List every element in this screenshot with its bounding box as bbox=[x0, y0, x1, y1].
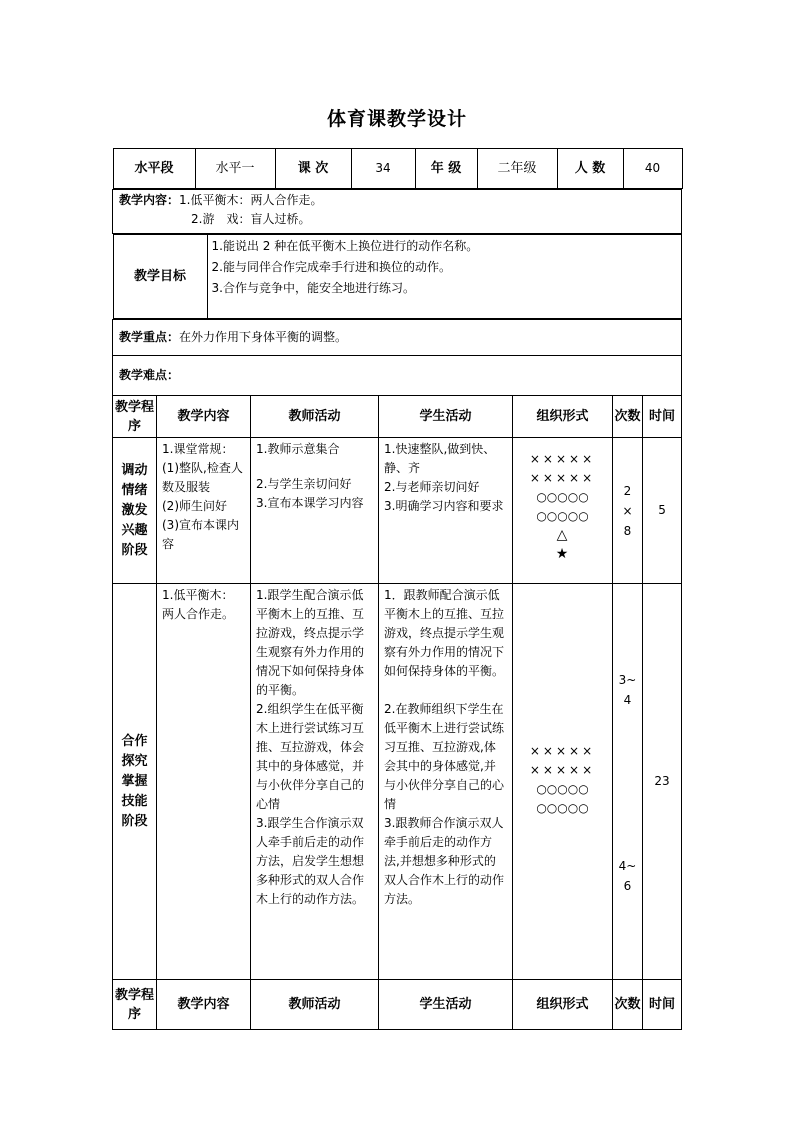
stage2-student-item: 2.在教师组织下学生在低平衡木上进行尝试练习互推、互拉游戏,体会其中的身体感觉,并与小伙伴分享自己的心情 bbox=[384, 702, 505, 811]
col-org: 组织形式 bbox=[513, 980, 613, 1030]
col-student: 学生活动 bbox=[379, 980, 513, 1030]
stage2-times-b: 4~ bbox=[618, 859, 637, 873]
formation-row: ××××× bbox=[529, 471, 596, 485]
stage2-student-item: 3.跟教师合作演示双人牵手前后走的动作方法,并想想多种形式的双人合作木上行的动作方法。 bbox=[384, 816, 505, 906]
stage1-teacher-item: 2.与学生亲切问好 bbox=[256, 477, 352, 491]
stage2-student-item: 1．跟教师配合演示低平衡木上的互推、互拉游戏，终点提示学生观察有外力作用的情况下如何保持身体的平衡。 bbox=[384, 588, 505, 678]
info-row bbox=[113, 148, 682, 190]
goals-label: 教学目标 bbox=[113, 235, 207, 319]
level-value: 水平一 bbox=[195, 149, 275, 189]
grade-value: 二年级 bbox=[477, 149, 557, 189]
col-times: 次数 bbox=[613, 980, 643, 1030]
stage2-time: 23 bbox=[643, 584, 682, 980]
stage1-content-item: (2)师生问好 bbox=[162, 499, 227, 513]
col-content: 教学内容 bbox=[157, 396, 251, 438]
stage1-content-item: (1)整队,检查人数及服装 bbox=[162, 461, 243, 494]
lesson-value: 34 bbox=[351, 149, 415, 189]
col-student: 学生活动 bbox=[379, 396, 513, 438]
goal-item: 3.合作与竞争中，能安全地进行练习。 bbox=[211, 281, 415, 295]
content-label: 教学内容： bbox=[119, 193, 180, 207]
stage1-teacher-item: 3.宣布本课学习内容 bbox=[256, 496, 364, 510]
col-procedure: 教学程序 bbox=[113, 980, 157, 1030]
stage2-times-b: 6 bbox=[623, 879, 632, 893]
col-teacher: 教师活动 bbox=[251, 396, 379, 438]
content-line-1: 1.低平衡木：两人合作走。 bbox=[179, 193, 323, 207]
count-label: 人 数 bbox=[557, 149, 623, 189]
count-value: 40 bbox=[623, 149, 682, 189]
stage1-row bbox=[113, 438, 682, 584]
content-row bbox=[113, 190, 682, 234]
formation-row: ○○○○○ bbox=[536, 509, 589, 523]
stage2-content: 1.低平衡木：两人合作走。 bbox=[157, 584, 251, 980]
key-point-text: 在外力作用下身体平衡的调整。 bbox=[179, 330, 348, 344]
col-teacher: 教师活动 bbox=[251, 980, 379, 1030]
col-org: 组织形式 bbox=[513, 396, 613, 438]
formation-row: ××××× bbox=[529, 452, 596, 466]
col-times: 次数 bbox=[613, 396, 643, 438]
stage2-teacher-item: 2.组织学生在低平衡木上进行尝试练习互推、互拉游戏，体会其中的身体感觉，并与小伙伴分享自己的心情 bbox=[256, 702, 365, 811]
stage2-times-a: 3~ bbox=[618, 673, 637, 687]
formation-row: ××××× bbox=[529, 744, 596, 758]
formation-row: ○○○○○ bbox=[536, 801, 589, 815]
stage1-time: 5 bbox=[643, 438, 682, 584]
stage2-name: 合作探究掌握技能阶段 bbox=[113, 584, 157, 980]
goal-item: 2.能与同伴合作完成牵手行进和换位的动作。 bbox=[211, 260, 451, 274]
difficulty-label: 教学难点： bbox=[119, 368, 180, 382]
col-procedure: 教学程序 bbox=[113, 396, 157, 438]
stage1-content-item: 1.课堂常规： bbox=[162, 442, 234, 456]
col-time: 时间 bbox=[643, 396, 682, 438]
stage1-times: 8 bbox=[623, 523, 632, 538]
key-point-row bbox=[113, 320, 682, 356]
stage1-formation bbox=[513, 438, 613, 584]
stage1-times: × bbox=[622, 503, 633, 518]
teacher-triangle-icon: △ bbox=[556, 527, 569, 543]
stage2-teacher-item: 1.跟学生配合演示低平衡木上的互推、互拉游戏，终点提示学生观察有外力作用的情况下如何保持身体的平衡。 bbox=[256, 588, 365, 697]
column-header-row-bottom bbox=[113, 980, 682, 1030]
col-content: 教学内容 bbox=[157, 980, 251, 1030]
grade-label: 年 级 bbox=[415, 149, 477, 189]
stage1-name: 调动情绪激发兴趣阶段 bbox=[113, 438, 157, 584]
stage1-times: 2 bbox=[623, 483, 632, 498]
col-time: 时间 bbox=[643, 980, 682, 1030]
goals-row bbox=[113, 234, 682, 320]
stage1-student-item: 2.与老师亲切问好 bbox=[384, 480, 480, 494]
content-line-2: 2.游 戏：盲人过桥。 bbox=[191, 212, 311, 226]
stage1-content-item: (3)宣布本课内容 bbox=[162, 518, 239, 551]
stage2-formation bbox=[513, 584, 613, 980]
goal-item: 1.能说出 2 种在低平衡木上换位进行的动作名称。 bbox=[211, 239, 479, 253]
document-title: 体育课教学设计 bbox=[326, 108, 467, 130]
stage1-student-item: 1.快速整队,做到快、静、齐 bbox=[384, 442, 496, 475]
formation-row: ××××× bbox=[529, 763, 596, 777]
stage2-row bbox=[113, 584, 682, 980]
lesson-plan-table bbox=[112, 148, 682, 1030]
key-point-label: 教学重点： bbox=[119, 330, 180, 344]
lesson-label: 课 次 bbox=[275, 149, 351, 189]
stage1-student-item: 3.明确学习内容和要求 bbox=[384, 499, 504, 513]
column-header-row bbox=[113, 396, 682, 438]
stage1-teacher-item: 1.教师示意集合 bbox=[256, 442, 340, 456]
star-icon: ★ bbox=[555, 546, 570, 562]
stage2-times-a: 4 bbox=[623, 693, 632, 707]
formation-row: ○○○○○ bbox=[536, 782, 589, 796]
difficulty-row bbox=[113, 356, 682, 396]
stage2-teacher-item: 3.跟学生合作演示双人牵手前后走的动作方法，启发学生想想多种形式的双人合作木上行的动作方法。 bbox=[256, 816, 365, 906]
level-label: 水平段 bbox=[113, 149, 195, 189]
formation-row: ○○○○○ bbox=[536, 490, 589, 504]
